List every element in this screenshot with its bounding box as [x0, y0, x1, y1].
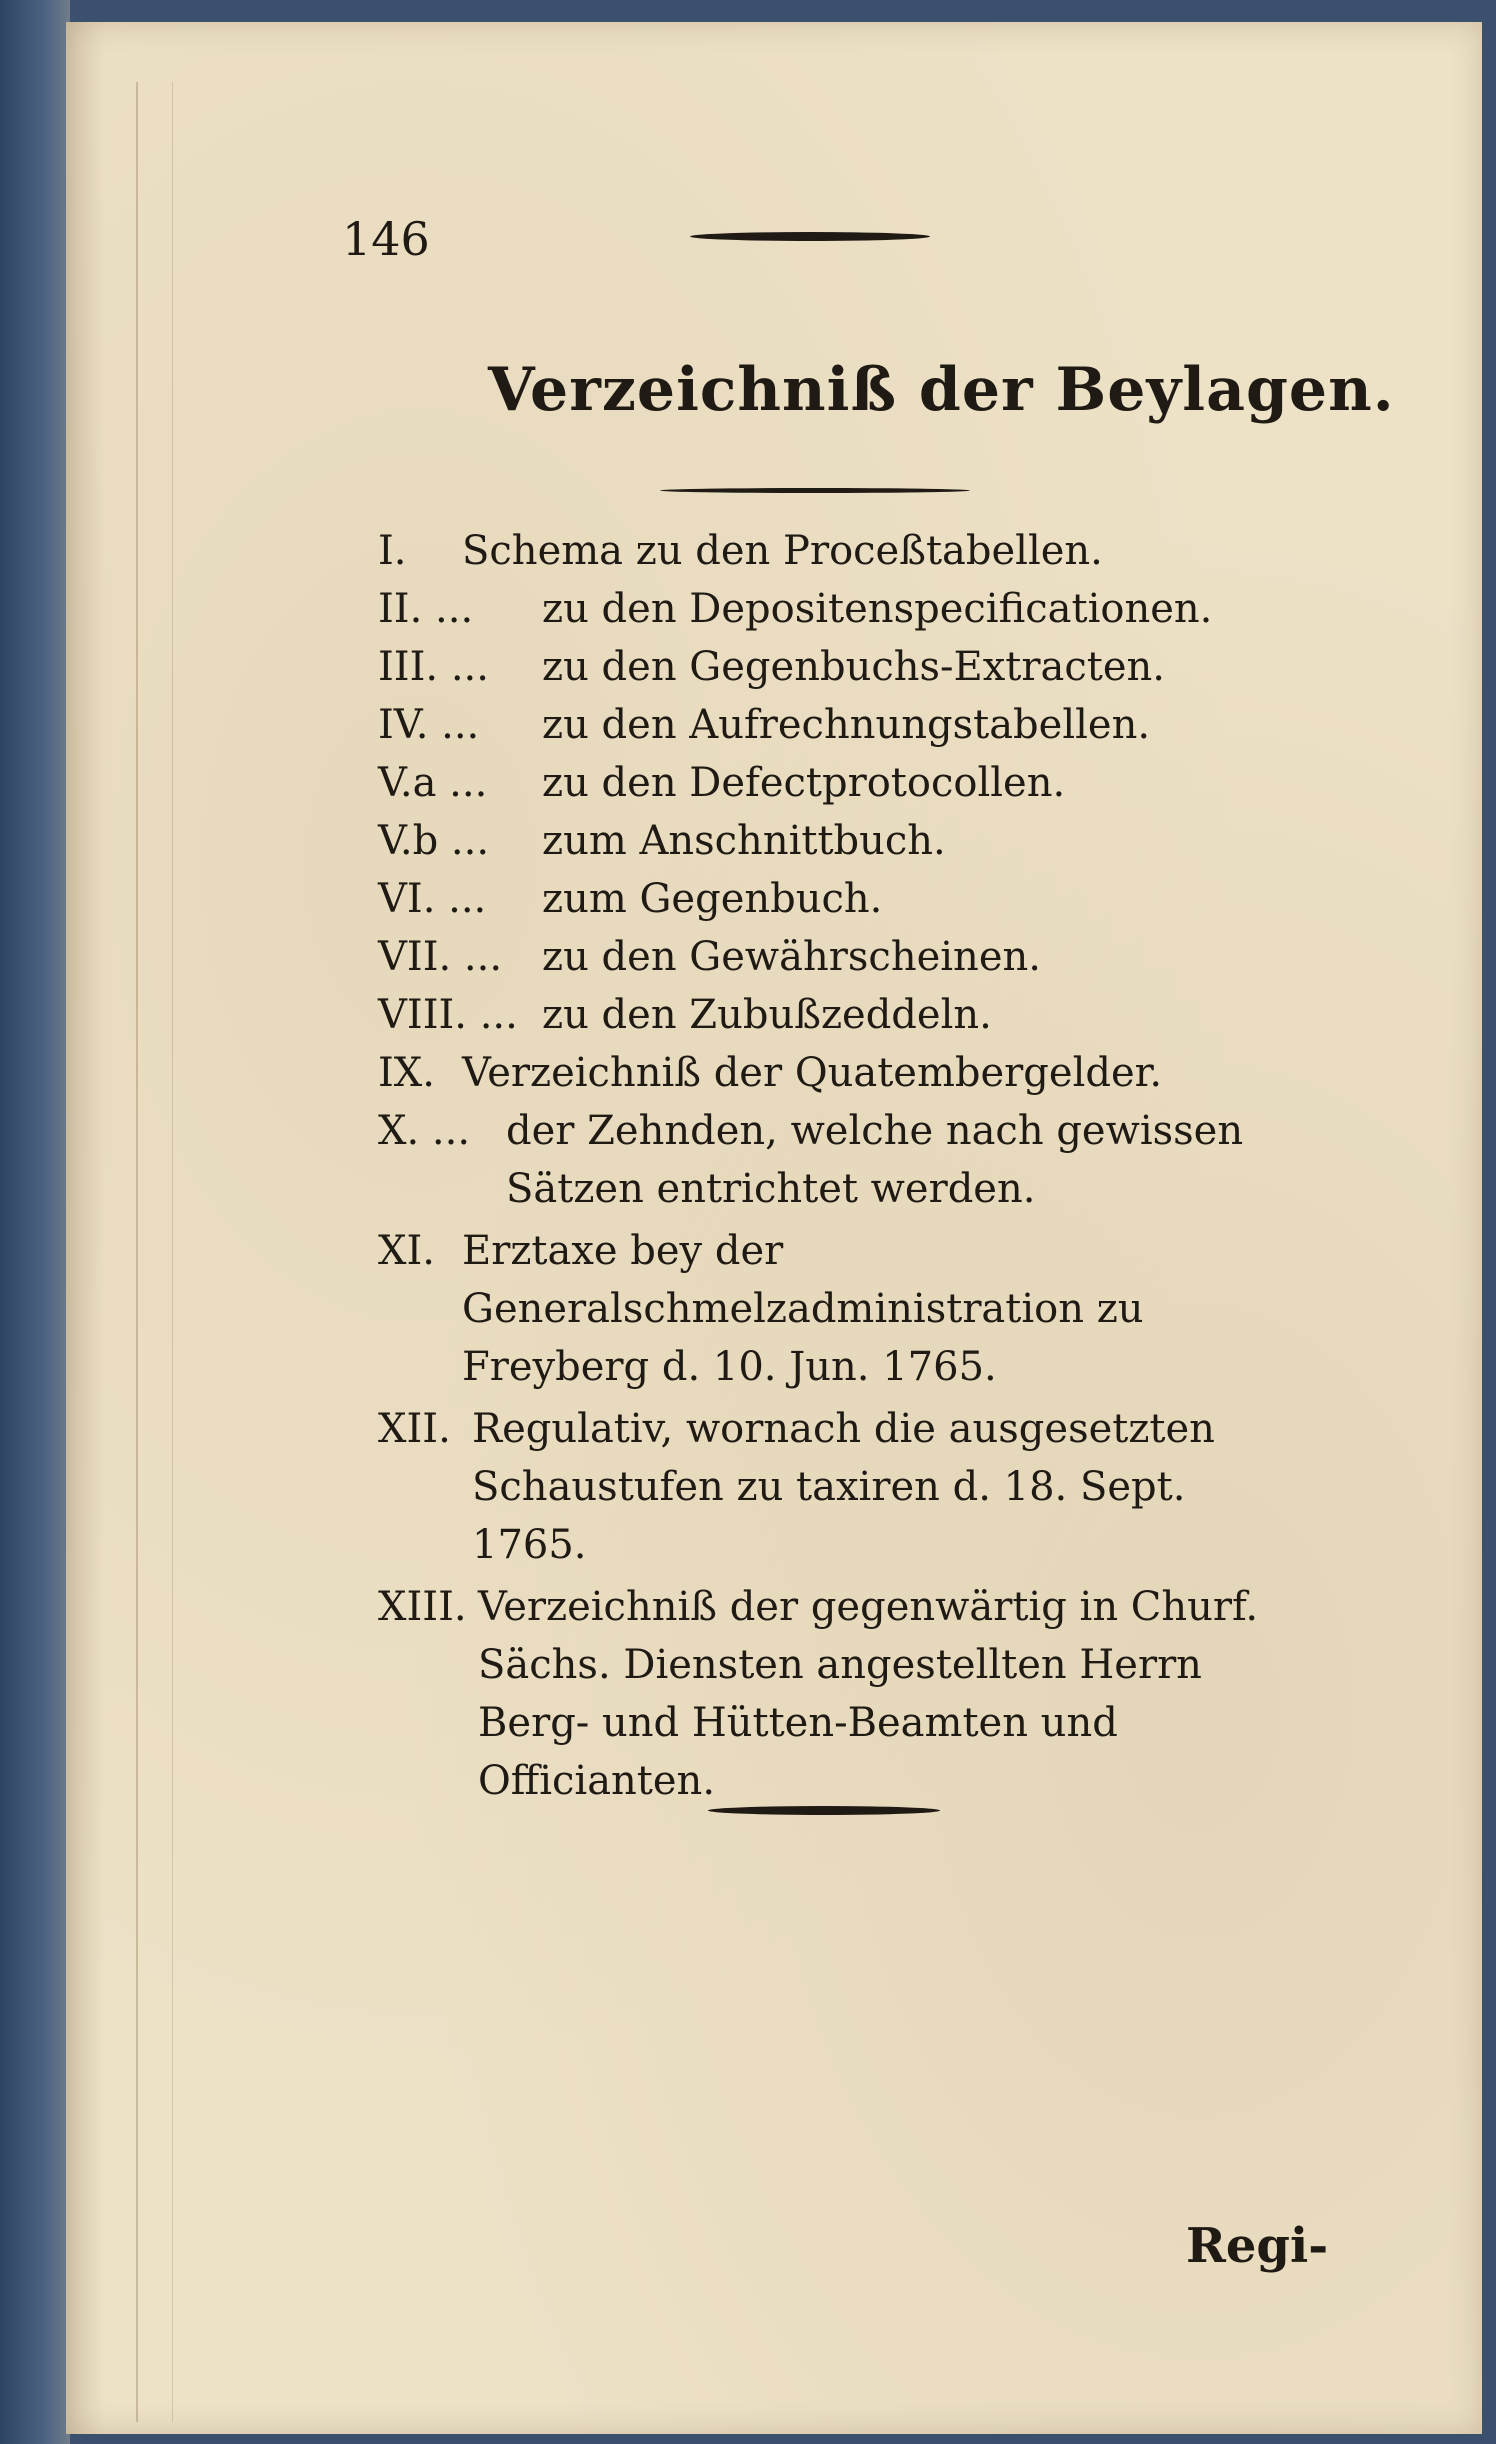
- entry-text: der Zehnden, welche nach gewissen Sätzen entrichtet werden.: [506, 1108, 1244, 1212]
- page-number: 146: [342, 212, 430, 266]
- entry-number: IX.: [378, 1050, 435, 1096]
- catchword: Regi-: [1186, 2218, 1329, 2274]
- entry-text: zu den Aufrechnungstabellen.: [542, 702, 1151, 748]
- list-item: [378, 580, 1308, 638]
- entry-text: zu den Zubußzeddeln.: [542, 992, 992, 1038]
- entry-text: Schema zu den Proceßtabellen.: [462, 528, 1103, 574]
- entry-number: I.: [378, 528, 407, 574]
- list-item: [378, 870, 1308, 928]
- entry-number: IV. ...: [378, 702, 480, 748]
- entry-number: III. ...: [378, 644, 489, 690]
- entry-text: zu den Gewährscheinen.: [542, 934, 1041, 980]
- list-item: [378, 638, 1308, 696]
- list-item: [378, 1400, 1308, 1574]
- list-item: [378, 812, 1308, 870]
- book-cover-edge: [0, 0, 70, 2444]
- list-item: [378, 1044, 1308, 1102]
- entry-text: Verzeichniß der Quatembergelder.: [462, 1050, 1163, 1096]
- page-edges: [136, 82, 173, 2422]
- list-item: [378, 522, 1308, 580]
- entry-text: zu den Defectprotocollen.: [542, 760, 1066, 806]
- entry-text: zum Gegenbuch.: [542, 876, 883, 922]
- appendix-list: [378, 522, 1308, 1814]
- list-item: [378, 1578, 1308, 1810]
- entry-text: zu den Depositenspecificationen.: [542, 586, 1213, 632]
- entry-number: V.b ...: [378, 818, 490, 864]
- entry-text: Verzeichniß der gegenwärtig in Churf. Sächs. Diensten angestellten Herrn Berg- und Hütten-Beamten und Officianten.: [478, 1584, 1259, 1804]
- list-item: [378, 696, 1308, 754]
- closing-rule: [708, 1806, 940, 1815]
- list-item: [378, 1222, 1308, 1396]
- entry-number: V.a ...: [378, 760, 488, 806]
- entry-number: VI. ...: [378, 876, 487, 922]
- entry-text: zu den Gegenbuchs-Extracten.: [542, 644, 1165, 690]
- entry-number: XII.: [378, 1406, 451, 1452]
- entry-number: XI.: [378, 1228, 435, 1274]
- list-item: [378, 986, 1308, 1044]
- entry-number: VII. ...: [378, 934, 503, 980]
- list-item: [378, 1102, 1308, 1218]
- title-rule: [660, 488, 970, 493]
- entry-text: zum Anschnittbuch.: [542, 818, 946, 864]
- list-item: [378, 754, 1308, 812]
- entry-number: II. ...: [378, 586, 474, 632]
- list-item: [378, 928, 1308, 986]
- entry-text: Erztaxe bey der Generalschmelzadministration zu Freyberg d. 10. Jun. 1765.: [462, 1228, 1144, 1390]
- page-title: Verzeichniß der Beylagen.: [488, 355, 1395, 425]
- entry-number: VIII. ...: [378, 992, 518, 1038]
- entry-text: Regulativ, wornach die ausgesetzten Schaustufen zu taxiren d. 18. Sept. 1765.: [472, 1406, 1215, 1568]
- header-rule: [690, 232, 930, 241]
- entry-number: X. ...: [378, 1108, 471, 1154]
- entry-number: XIII.: [378, 1584, 467, 1630]
